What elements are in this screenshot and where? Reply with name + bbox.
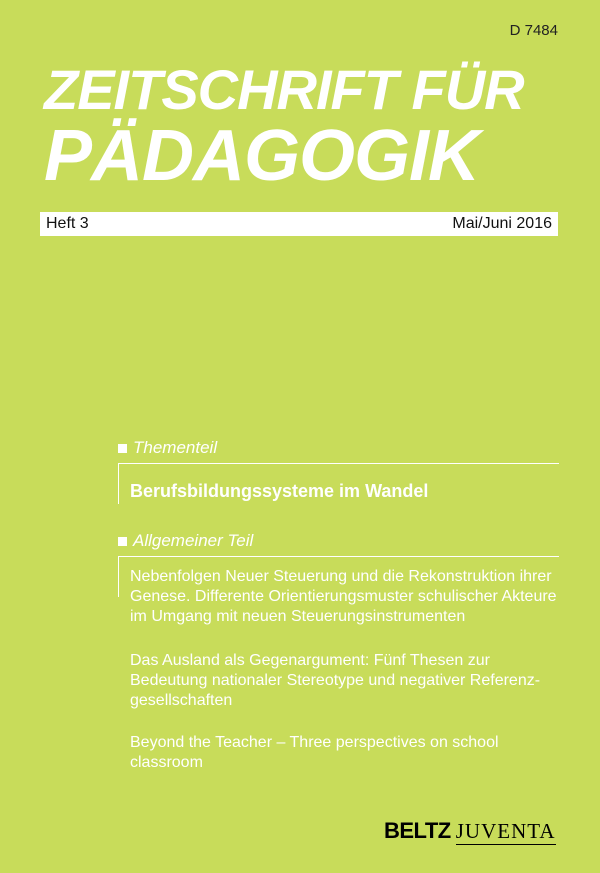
journal-title-line2: PÄDAGOGIK bbox=[44, 116, 480, 196]
issue-date: Mai/Juni 2016 bbox=[452, 215, 552, 232]
catalog-code: D 7484 bbox=[509, 22, 558, 39]
section-allgemein-label: Allgemeiner Teil bbox=[133, 531, 254, 550]
issue-number: Heft 3 bbox=[46, 215, 89, 232]
publisher-name-beltz: BELTZ bbox=[384, 818, 451, 843]
thementeil-title: Berufsbildungssysteme im Wandel bbox=[130, 481, 429, 501]
journal-title-line1: ZEITSCHRIFT FÜR bbox=[44, 58, 524, 121]
section-thementeil bbox=[118, 438, 217, 458]
section-allgemein bbox=[118, 531, 253, 551]
square-bullet-icon bbox=[118, 537, 127, 546]
issue-bar bbox=[40, 212, 558, 236]
square-bullet-icon bbox=[118, 444, 127, 453]
publisher-name-juventa: JUVENTA bbox=[455, 819, 556, 843]
publisher-logo bbox=[384, 818, 556, 845]
article-item: Nebenfolgen Neuer Steuerung und die Rekonstruktion ihrer Genese. Differente Orientierungsmuster schulischer Akteure im Umgang mit neuen Steuerungsinstrumenten bbox=[130, 568, 557, 625]
section-thementeil-label: Thementeil bbox=[133, 438, 218, 457]
journal-title bbox=[44, 58, 524, 196]
article-item: Das Ausland als Gegenargument: Fünf Thesen zur Bedeutung nationaler Stereotype und negativer Referenz-gesellschaften bbox=[130, 652, 541, 709]
article-item: Beyond the Teacher – Three perspectives on school classroom bbox=[130, 734, 499, 771]
